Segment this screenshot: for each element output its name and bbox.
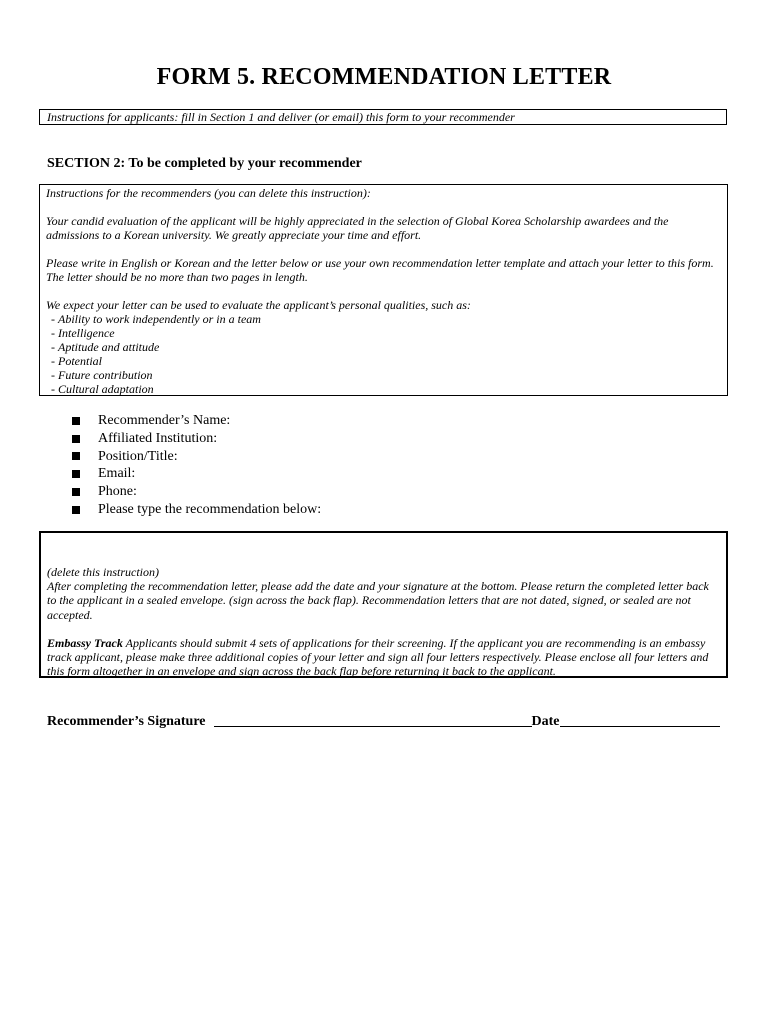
square-bullet-icon xyxy=(72,470,80,478)
field-recommendation-prompt xyxy=(72,501,321,519)
recommender-instructions-paragraph-1: Your candid evaluation of the applicant will be highly appreciated in the selection of Global Korea Scholarship awardees and the admissions to a Korean university. We greatly appreciate your time and effort. xyxy=(46,214,669,242)
section-2-heading: SECTION 2: To be completed by your recommender xyxy=(47,156,362,171)
field-position-title[interactable] xyxy=(72,448,321,466)
field-recommender-name[interactable] xyxy=(72,412,321,430)
embassy-track-instructions xyxy=(47,636,720,679)
applicant-instructions-box xyxy=(39,109,727,125)
signature-line[interactable] xyxy=(214,725,532,727)
form-title: FORM 5. RECOMMENDATION LETTER xyxy=(156,64,612,90)
square-bullet-icon xyxy=(72,506,80,514)
field-affiliated-institution[interactable] xyxy=(72,430,321,448)
field-email[interactable] xyxy=(72,465,321,483)
quality-item: - Cultural adaptation xyxy=(46,382,721,396)
quality-item: - Intelligence xyxy=(46,326,721,340)
recommendation-letter-box[interactable] xyxy=(39,531,728,678)
qualities-list xyxy=(46,312,721,396)
field-label: Please type the recommendation below: xyxy=(98,501,322,517)
quality-item: - Future contribution xyxy=(46,368,721,382)
quality-item: - Ability to work independently or in a team xyxy=(46,312,721,326)
date-line[interactable] xyxy=(560,725,720,727)
field-label: Position/Title: xyxy=(98,448,178,464)
field-label: Affiliated Institution: xyxy=(98,430,218,446)
field-label: Phone: xyxy=(98,484,137,500)
completion-instructions: After completing the recommendation letter, please add the date and your signature at the bottom. Please return the completed letter back to the applicant in a sealed envelope. (sign across the back flap). Recommendation letters that are not dated, signed, or sealed are not accepted. xyxy=(47,579,709,622)
square-bullet-icon xyxy=(72,452,80,460)
delete-instruction-note: (delete this instruction) xyxy=(47,565,159,579)
signature-label: Recommender’s Signature xyxy=(47,714,206,729)
recommender-instructions-paragraph-2: Please write in English or Korean and the letter below or use your own recommendation letter template and attach your letter to this form. The letter should be no more than two pages in length. xyxy=(46,256,714,284)
recommender-instructions-heading: Instructions for the recommenders (you can delete this instruction): xyxy=(46,186,371,200)
quality-item: - Aptitude and attitude xyxy=(46,340,721,354)
signature-row xyxy=(47,714,727,730)
recommender-instructions-box[interactable] xyxy=(39,184,728,396)
square-bullet-icon xyxy=(72,435,80,443)
recommender-fields-list xyxy=(72,412,321,519)
field-label: Email: xyxy=(98,466,136,482)
quality-item: - Potential xyxy=(46,354,721,368)
embassy-track-text: Applicants should submit 4 sets of applications for their screening. If the applicant you are recommending is an embassy track applicant, please make three additional copies of your letter and sign all four letters respectively. Please enclose all four letters and this form altogether in an envelope and sign across the back flap before returning it back to the applicant. xyxy=(47,635,709,679)
field-phone[interactable] xyxy=(72,483,321,501)
date-label: Date xyxy=(531,714,560,729)
applicant-instructions-text: Instructions for applicants: fill in Section 1 and deliver (or email) this form to your recommender xyxy=(47,110,515,124)
field-label: Recommender’s Name: xyxy=(98,413,231,428)
square-bullet-icon xyxy=(72,417,80,425)
square-bullet-icon xyxy=(72,488,80,496)
qualities-intro: We expect your letter can be used to evaluate the applicant’s personal qualities, such as: xyxy=(46,298,471,312)
embassy-track-label: Embassy Track xyxy=(47,635,123,650)
